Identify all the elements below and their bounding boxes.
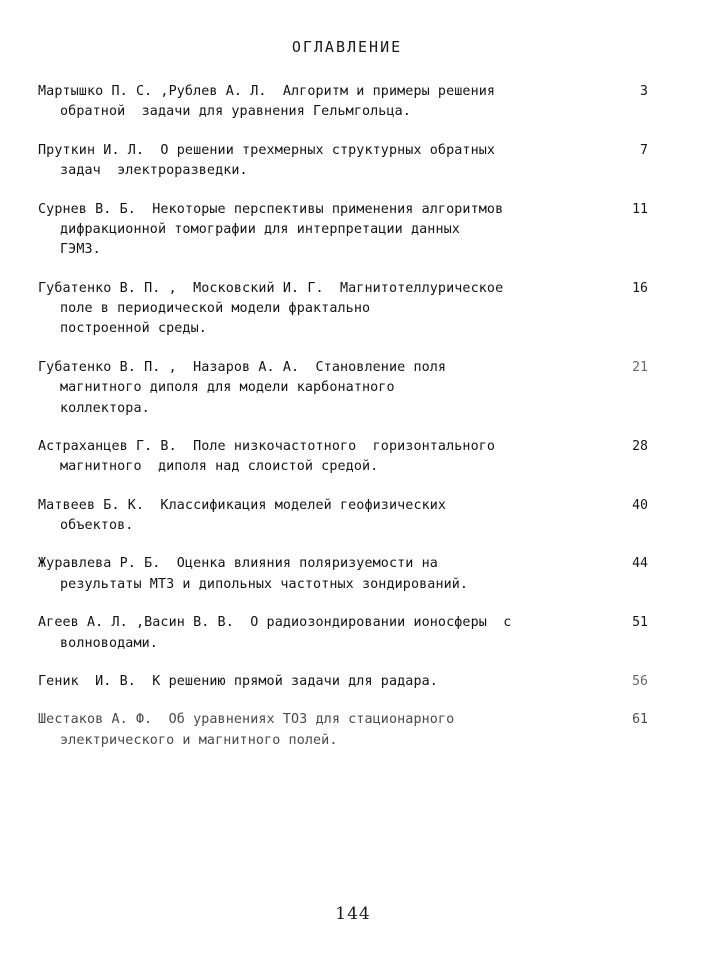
toc-entry-line: обратной задачи для уравнения Гельмгольца.: [60, 104, 411, 120]
toc-entry-line: Сурнев В. Б. Некоторые перспективы применения алгоритмов: [38, 201, 504, 217]
toc-entry[interactable]: [38, 554, 648, 595]
toc-entry-line: Пруткин И. Л. О решении трехмерных структурных обратных: [38, 142, 496, 158]
toc-entry-line: Астраханцев Г. В. Поле низкочастотного горизонтального: [38, 438, 496, 454]
toc-entry-text: [38, 279, 614, 340]
toc-entry-page-number: 56: [632, 673, 648, 689]
toc-entry-page-number: 21: [632, 359, 648, 375]
toc-entry-line: Агеев А. Л. ,Васин В. В. О радиозондировании ионосферы с: [38, 615, 512, 631]
toc-entry-line: задач электроразведки.: [60, 163, 248, 179]
toc-entry-line: дифракционной томографии для интерпретации данных: [60, 221, 460, 237]
toc-entry-page-number: 7: [640, 142, 648, 158]
toc-entry-line: Губатенко В. П. , Московский И. Г. Магнитотеллурическое: [38, 280, 504, 296]
toc-entry-text: [38, 358, 614, 419]
toc-entry-line: поле в периодической модели фрактально: [60, 301, 371, 316]
page-folio-number: 144: [335, 904, 371, 924]
toc-entry-line: магнитного диполя над слоистой средой.: [60, 459, 379, 475]
toc-entry-page-number: 40: [632, 497, 648, 513]
toc-entry[interactable]: [38, 279, 648, 340]
toc-entry-page-number: 44: [632, 556, 648, 572]
toc-entry-text: [38, 672, 614, 692]
toc-entry-line: магнитного диполя для модели карбонатного: [60, 380, 395, 396]
toc-entry-page-number: 11: [632, 201, 648, 217]
toc-entry-line: Журавлева Р. Б. Оценка влияния поляризуемости на: [38, 556, 438, 572]
toc-entry-page-number: 61: [632, 712, 648, 728]
toc-entry[interactable]: [38, 82, 648, 123]
toc-entry-page-number: 16: [632, 280, 648, 296]
toc-entry-line: построенной среды.: [60, 321, 207, 337]
toc-entry-text: [38, 496, 614, 537]
toc-entry-text: [38, 554, 614, 595]
toc-entry-line: коллектора.: [60, 400, 150, 416]
toc-entry-text: [38, 82, 614, 123]
toc-entry-text: [38, 437, 614, 478]
toc-entry[interactable]: [38, 496, 648, 537]
toc-entry-text: [38, 613, 614, 654]
toc-entry[interactable]: [38, 358, 648, 419]
toc-entry-text: [38, 141, 614, 182]
toc-entry[interactable]: [38, 437, 648, 478]
toc-entry-line: Матвеев Б. К. Классификация моделей геофизических: [38, 497, 447, 513]
toc-entry-page-number: 28: [632, 438, 648, 454]
toc-entry-line: объектов.: [60, 518, 134, 533]
page-title: ОГЛАВЛЕНИЕ: [291, 38, 403, 56]
toc-entry[interactable]: [38, 613, 648, 654]
table-of-contents: [38, 82, 648, 751]
toc-entry[interactable]: [38, 710, 648, 751]
toc-entry-line: Губатенко В. П. , Назаров А. А. Становление поля: [38, 359, 447, 375]
toc-entry-line: Мартышко П. С. ,Рублев А. Л. Алгоритм и примеры решения: [38, 84, 496, 99]
toc-entry-line: электрического и магнитного полей.: [60, 732, 338, 748]
toc-entry-text: [38, 200, 614, 261]
toc-entry-line: Шестаков А. Ф. Об уравнениях ТОЗ для стационарного: [38, 712, 455, 728]
toc-entry-line: волноводами.: [60, 635, 158, 651]
toc-entry-page-number: 3: [640, 84, 648, 99]
toc-entry[interactable]: [38, 200, 648, 261]
toc-entry[interactable]: [38, 141, 648, 182]
toc-entry-text: [38, 710, 614, 751]
toc-entry-line: Геник И. В. К решению прямой задачи для радара.: [38, 673, 438, 689]
toc-entry[interactable]: [38, 672, 648, 692]
toc-entry-page-number: 51: [632, 615, 648, 631]
toc-entry-line: результаты МТЗ и дипольных частотных зондирований.: [60, 576, 469, 592]
toc-entry-line: ГЭМЗ.: [60, 242, 101, 258]
